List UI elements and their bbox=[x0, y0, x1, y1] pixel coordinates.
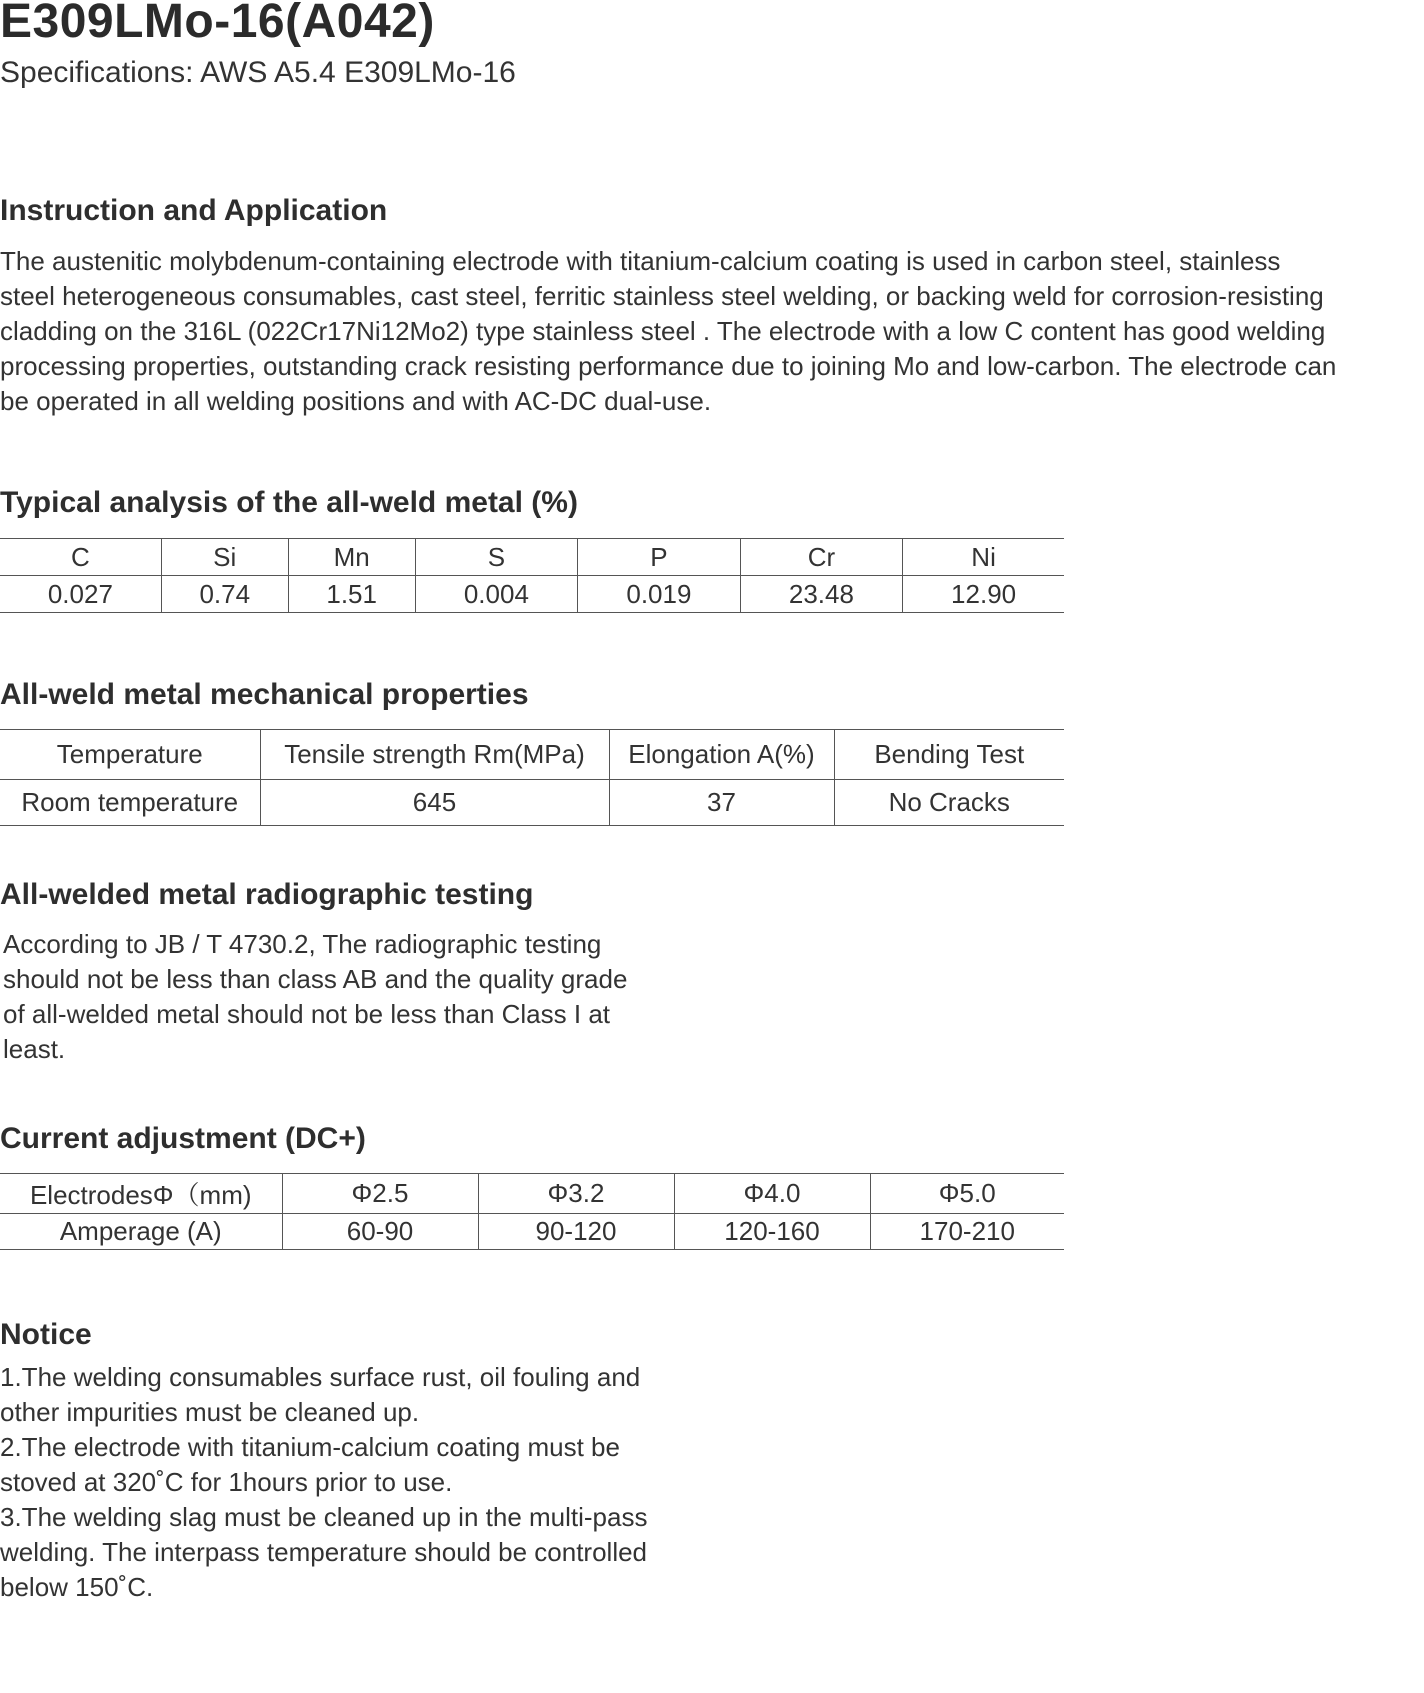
instruction-line: processing properties, outstanding crack resisting performance due to joining Mo and low-carbon. The electrode can bbox=[0, 351, 1337, 381]
table-header-cell: Φ3.2 bbox=[478, 1174, 674, 1214]
table-cell: No Cracks bbox=[834, 780, 1064, 826]
table-row bbox=[0, 1174, 1064, 1214]
instruction-line: be operated in all welding positions and with AC-DC dual-use. bbox=[0, 386, 712, 416]
table-cell: 0.74 bbox=[161, 576, 288, 613]
table-header-cell: Cr bbox=[740, 539, 903, 576]
table-header-cell: Ni bbox=[903, 539, 1064, 576]
table-header-cell: Si bbox=[161, 539, 288, 576]
table-cell: 37 bbox=[609, 780, 834, 826]
instruction-paragraph bbox=[0, 244, 1336, 419]
table-header-cell: Mn bbox=[288, 539, 415, 576]
notice-line: other impurities must be cleaned up. bbox=[0, 1397, 420, 1427]
table-row bbox=[0, 539, 1064, 576]
table-header-cell: Φ4.0 bbox=[674, 1174, 870, 1214]
mechanical-table bbox=[0, 729, 1064, 826]
specifications-line: Specifications: AWS A5.4 E309LMo-16 bbox=[0, 56, 516, 89]
notice-list bbox=[0, 1360, 647, 1605]
current-heading: Current adjustment (DC+) bbox=[0, 1122, 366, 1155]
table-header-cell: Temperature bbox=[0, 730, 260, 780]
table-cell: 0.004 bbox=[415, 576, 578, 613]
notice-line: 3.The welding slag must be cleaned up in the multi-pass bbox=[0, 1502, 648, 1532]
table-row bbox=[0, 730, 1064, 780]
analysis-heading: Typical analysis of the all-weld metal (%) bbox=[0, 486, 578, 519]
radiographic-line: least. bbox=[3, 1034, 66, 1064]
table-cell: Amperage (A) bbox=[0, 1214, 282, 1250]
radiographic-line: should not be less than class AB and the quality grade bbox=[3, 964, 628, 994]
instruction-line: The austenitic molybdenum-containing electrode with titanium-calcium coating is used in carbon steel, stainless bbox=[0, 246, 1281, 276]
instruction-line: steel heterogeneous consumables, cast steel, ferritic stainless steel welding, or backing weld for corrosion-resisting bbox=[0, 281, 1324, 311]
table-header-cell: Φ2.5 bbox=[282, 1174, 478, 1214]
table-cell: 1.51 bbox=[288, 576, 415, 613]
table-header-cell: Elongation A(%) bbox=[609, 730, 834, 780]
instruction-heading: Instruction and Application bbox=[0, 194, 388, 227]
table-header-cell: Bending Test bbox=[834, 730, 1064, 780]
radiographic-paragraph bbox=[3, 927, 627, 1067]
table-row bbox=[0, 1214, 1064, 1250]
current-table bbox=[0, 1173, 1064, 1250]
table-header-cell: Tensile strength Rm(MPa) bbox=[260, 730, 609, 780]
radiographic-line: of all-welded metal should not be less than Class I at bbox=[3, 999, 611, 1029]
product-title: E309LMo-16(A042) bbox=[0, 0, 435, 48]
table-cell: 60-90 bbox=[282, 1214, 478, 1250]
table-header-cell: ElectrodesΦ（mm) bbox=[0, 1174, 282, 1214]
notice-line: welding. The interpass temperature should be controlled bbox=[0, 1537, 648, 1567]
table-row bbox=[0, 780, 1064, 826]
table-header-cell: P bbox=[578, 539, 741, 576]
notice-line: stoved at 320˚C for 1hours prior to use. bbox=[0, 1467, 453, 1497]
radiographic-heading: All-welded metal radiographic testing bbox=[0, 878, 534, 911]
table-cell: 0.027 bbox=[0, 576, 161, 613]
table-cell: 12.90 bbox=[903, 576, 1064, 613]
table-cell: 170-210 bbox=[870, 1214, 1064, 1250]
mechanical-heading: All-weld metal mechanical properties bbox=[0, 678, 529, 711]
table-cell: 23.48 bbox=[740, 576, 903, 613]
table-cell: 645 bbox=[260, 780, 609, 826]
radiographic-line: According to JB / T 4730.2, The radiographic testing bbox=[3, 929, 602, 959]
table-header-cell: S bbox=[415, 539, 578, 576]
notice-line: 1.The welding consumables surface rust, oil fouling and bbox=[0, 1362, 641, 1392]
table-header-cell: Φ5.0 bbox=[870, 1174, 1064, 1214]
notice-line: below 150˚C. bbox=[0, 1572, 154, 1602]
table-row bbox=[0, 576, 1064, 613]
table-cell: 0.019 bbox=[578, 576, 741, 613]
table-cell: 90-120 bbox=[478, 1214, 674, 1250]
notice-line: 2.The electrode with titanium-calcium coating must be bbox=[0, 1432, 620, 1462]
analysis-table bbox=[0, 538, 1064, 613]
table-cell: Room temperature bbox=[0, 780, 260, 826]
table-header-cell: C bbox=[0, 539, 161, 576]
instruction-line: cladding on the 316L (022Cr17Ni12Mo2) type stainless steel . The electrode with a low C content has good welding bbox=[0, 316, 1326, 346]
notice-heading: Notice bbox=[0, 1318, 92, 1351]
table-cell: 120-160 bbox=[674, 1214, 870, 1250]
